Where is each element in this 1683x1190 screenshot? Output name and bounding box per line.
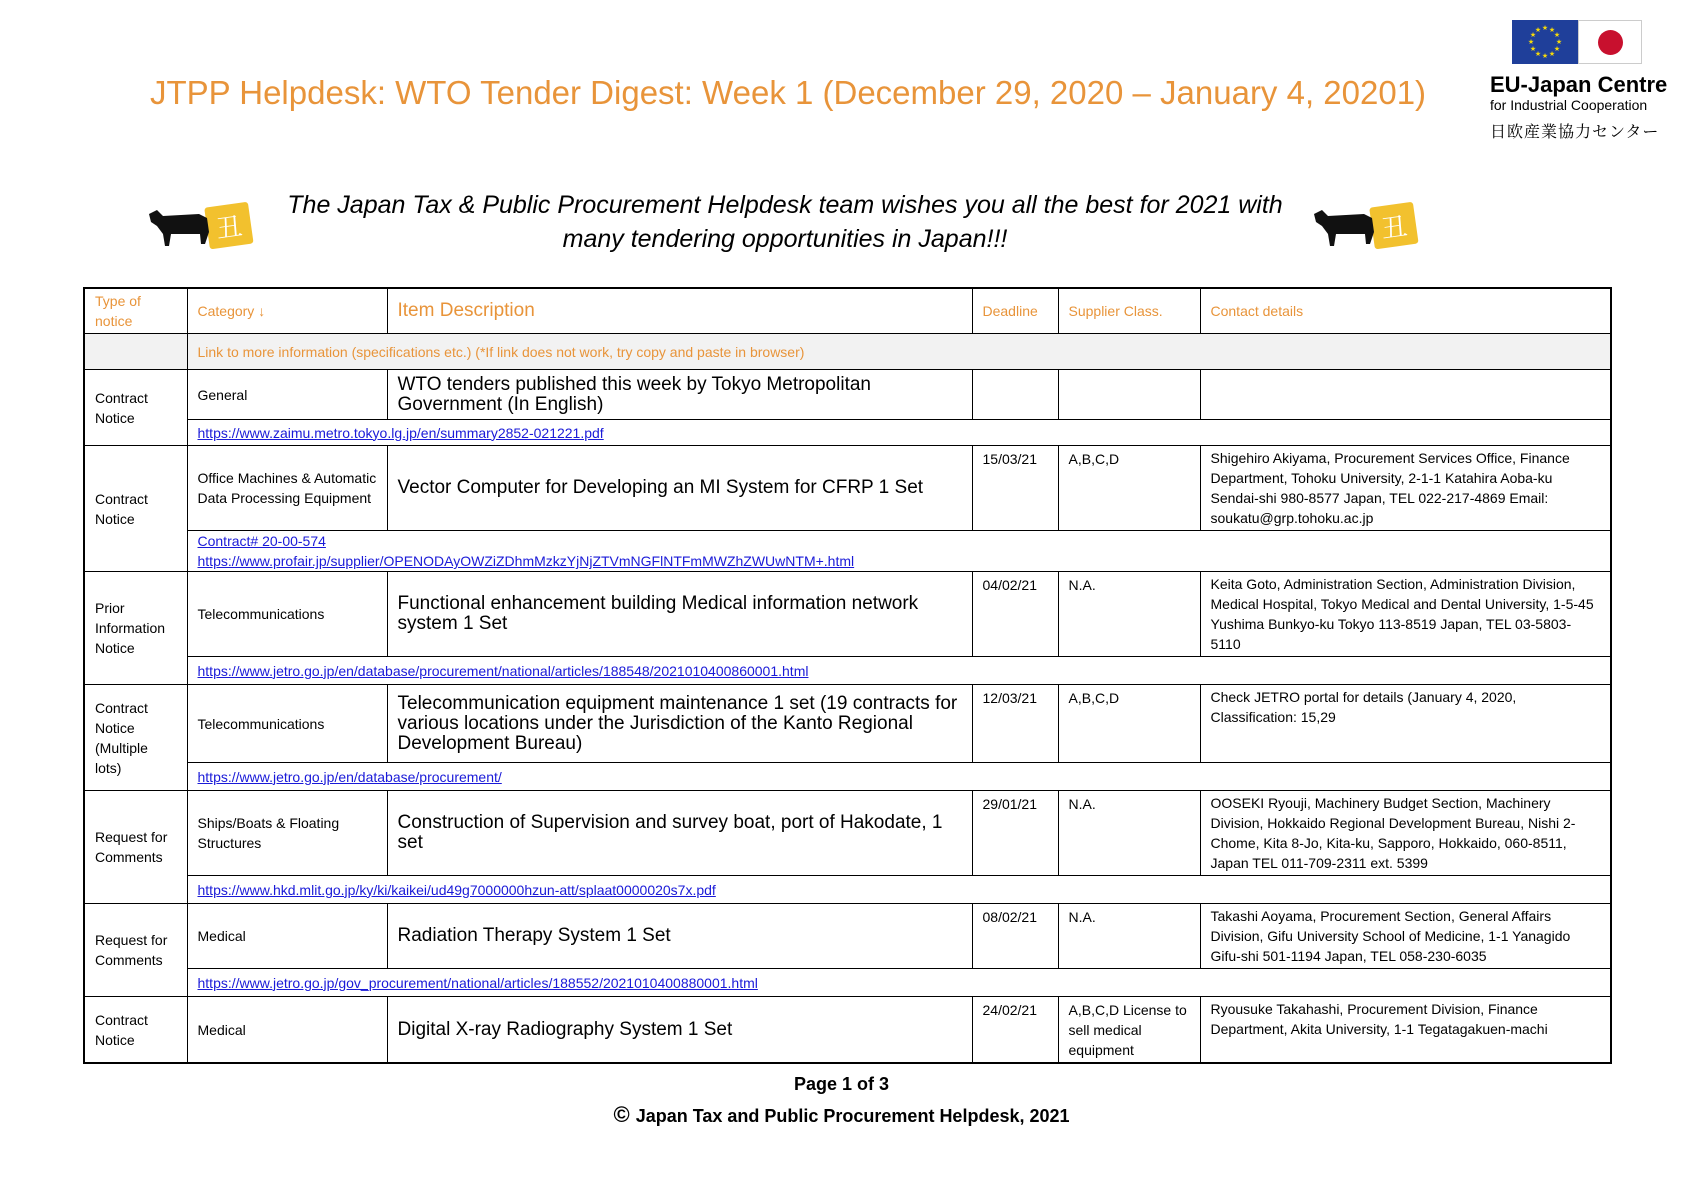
- table-link-row: [84, 763, 1611, 791]
- item-description: Construction of Supervision and survey boat, port of Hakodate, 1 set: [387, 791, 972, 876]
- page-title: JTPP Helpdesk: WTO Tender Digest: Week 1 (December 29, 2020 – January 4, 20201): [150, 74, 1427, 111]
- notice-type: Contract Notice: [84, 370, 187, 446]
- contact-details: Keita Goto, Administration Section, Administration Division, Medical Hospital, Tokyo Medical and Dental University, 1-5-45 Yushima Bunkyo-ku Tokyo 113-8519 Japan, TEL 03-5803-5110: [1200, 572, 1611, 657]
- category: Medical: [187, 904, 387, 969]
- supplier-class: N.A.: [1058, 904, 1200, 969]
- category: Medical: [187, 997, 387, 1064]
- svg-text:★: ★: [1548, 50, 1556, 58]
- supplier-class: N.A.: [1058, 572, 1200, 657]
- contact-details: Takashi Aoyama, Procurement Section, General Affairs Division, Gifu University School of Medicine, 1-1 Yanagido Gifu-shi 501-1194 Japan, TEL 058-230-6035: [1200, 904, 1611, 969]
- table-link-row: [84, 876, 1611, 904]
- svg-text:★: ★: [1553, 31, 1561, 39]
- table-row: [84, 904, 1611, 969]
- header-description: Item Description: [387, 288, 972, 334]
- table-link-row: [84, 420, 1611, 446]
- supplier-class: A,B,C,D License to sell medical equipment: [1058, 997, 1200, 1064]
- logo-subtitle: for Industrial Cooperation: [1490, 97, 1648, 113]
- ox-kanji: 丑: [214, 211, 245, 246]
- deadline: 08/02/21: [972, 904, 1058, 969]
- notice-type: Request for Comments: [84, 791, 187, 904]
- ox-kanji: 丑: [1379, 211, 1410, 246]
- deadline: 15/03/21: [972, 446, 1058, 531]
- ox-year-icon: [1310, 196, 1420, 256]
- tender-link[interactable]: https://www.jetro.go.jp/en/database/procurement/national/articles/188548/2021010400860001.html: [197, 662, 809, 679]
- logo-japanese: 日欧産業協力センター: [1490, 124, 1660, 141]
- contact-details: Ryousuke Takahashi, Procurement Division, Finance Department, Akita University, 1-1 Tegatagakuen-machi: [1200, 997, 1611, 1064]
- header-type: Type of notice: [84, 288, 187, 334]
- table-link-header-row: [84, 334, 1611, 370]
- tender-table: [83, 287, 1612, 1064]
- item-description: Digital X-ray Radiography System 1 Set: [387, 997, 972, 1064]
- tender-link[interactable]: https://www.jetro.go.jp/gov_procurement/national/articles/188552/2021010400880001.html: [197, 974, 758, 991]
- contact-details: Check JETRO portal for details (January 4, 2020, Classification: 15,29: [1200, 685, 1611, 763]
- table-link-row: [84, 969, 1611, 997]
- flags: [1512, 20, 1644, 66]
- contact-details: [1200, 370, 1611, 420]
- svg-text:★: ★: [1555, 38, 1563, 46]
- deadline: 12/03/21: [972, 685, 1058, 763]
- svg-text:★: ★: [1529, 31, 1537, 39]
- category: Telecommunications: [187, 685, 387, 763]
- header-category: Category ↓: [187, 288, 387, 334]
- supplier-class: A,B,C,D: [1058, 446, 1200, 531]
- supplier-class: N.A.: [1058, 791, 1200, 876]
- category: Telecommunications: [187, 572, 387, 657]
- contact-details: Shigehiro Akiyama, Procurement Services Office, Finance Department, Tohoku University, 2-1-1 Katahira Aoba-ku Sendai-shi 980-8577 Japan, TEL 022-217-4869 Email: soukatu@grp.tohoku.ac.jp: [1200, 446, 1611, 531]
- svg-text:★: ★: [1529, 45, 1537, 53]
- notice-type: Contract Notice: [84, 446, 187, 572]
- deadline: 04/02/21: [972, 572, 1058, 657]
- eu-flag-icon: [1512, 20, 1578, 64]
- greeting-line-1: The Japan Tax & Public Procurement Helpdesk team wishes you all the best for 2021 with: [287, 191, 1283, 219]
- table-row: [84, 370, 1611, 420]
- table-row: [84, 572, 1611, 657]
- notice-type: Prior Information Notice: [84, 572, 187, 685]
- header-link-note: Link to more information (specifications etc.) (*If link does not work, try copy and paste in browser): [187, 334, 1611, 370]
- deadline: [972, 370, 1058, 420]
- svg-text:★: ★: [1548, 26, 1556, 34]
- svg-text:★: ★: [1541, 24, 1549, 32]
- table-row: [84, 791, 1611, 876]
- deadline: 29/01/21: [972, 791, 1058, 876]
- svg-text:★: ★: [1553, 45, 1561, 53]
- category: Office Machines & Automatic Data Processing Equipment: [187, 446, 387, 531]
- item-description: Vector Computer for Developing an MI System for CFRP 1 Set: [387, 446, 972, 531]
- copyright-text: Japan Tax and Public Procurement Helpdesk, 2021: [635, 1106, 1070, 1126]
- table-link-row: [84, 657, 1611, 685]
- ox-year-icon: [145, 196, 255, 256]
- contract-number-link[interactable]: Contract# 20-00-574: [197, 533, 326, 549]
- logo-name: EU-Japan Centre: [1490, 72, 1668, 97]
- supplier-class: [1058, 370, 1200, 420]
- sort-arrow-icon: ↓: [258, 303, 266, 319]
- category: General: [187, 370, 387, 420]
- table-header-row: [84, 288, 1611, 334]
- tender-link[interactable]: https://www.jetro.go.jp/en/database/procurement/: [197, 768, 502, 785]
- deadline: 24/02/21: [972, 997, 1058, 1064]
- svg-text:★: ★: [1534, 26, 1542, 34]
- table-row: [84, 997, 1611, 1064]
- header-deadline: Deadline: [972, 288, 1058, 334]
- contact-details: OOSEKI Ryouji, Machinery Budget Section, Machinery Division, Hokkaido Regional Development Bureau, Nishi 2-Chome, Kita 8-Jo, Kita-ku, Sapporo, Hokkaido, 060-8511, Japan TEL 011-709-2311 ext. 5399: [1200, 791, 1611, 876]
- copyright-icon: ©: [613, 1102, 630, 1127]
- category: Ships/Boats & Floating Structures: [187, 791, 387, 876]
- notice-type: Request for Comments: [84, 904, 187, 997]
- tender-link[interactable]: https://www.zaimu.metro.tokyo.lg.jp/en/summary2852-021221.pdf: [197, 424, 604, 441]
- japan-flag-icon: [1578, 20, 1642, 64]
- svg-text:★: ★: [1541, 52, 1549, 60]
- table-link-row: [84, 531, 1611, 572]
- notice-type: Contract Notice (Multiple lots): [84, 685, 187, 791]
- greeting-line-2: many tendering opportunities in Japan!!!: [562, 225, 1008, 253]
- table-row: [84, 446, 1611, 531]
- greeting-message: [260, 188, 1310, 256]
- header-contact: Contact details: [1200, 288, 1611, 334]
- svg-text:★: ★: [1527, 38, 1535, 46]
- item-description: Functional enhancement building Medical information network system 1 Set: [387, 572, 972, 657]
- item-description: Radiation Therapy System 1 Set: [387, 904, 972, 969]
- copyright: [0, 1102, 1683, 1128]
- item-description: Telecommunication equipment maintenance 1 set (19 contracts for various locations under the Jurisdiction of the Kanto Regional Development Bureau): [387, 685, 972, 763]
- notice-type: Contract Notice: [84, 997, 187, 1064]
- svg-text:★: ★: [1534, 50, 1542, 58]
- tender-link[interactable]: https://www.profair.jp/supplier/OPENODAyOWZiZDhmMzkzYjNjZTVmNGFlNTFmMWZhZWUwNTM+.html: [197, 553, 855, 569]
- supplier-class: A,B,C,D: [1058, 685, 1200, 763]
- page-number: Page 1 of 3: [793, 1074, 890, 1094]
- tender-link[interactable]: https://www.hkd.mlit.go.jp/ky/ki/kaikei/ud49g7000000hzun-att/splaat0000020s7x.pdf: [197, 881, 716, 898]
- header-supplier: Supplier Class.: [1058, 288, 1200, 334]
- item-description: WTO tenders published this week by Tokyo Metropolitan Government (In English): [387, 370, 972, 420]
- table-row: [84, 685, 1611, 763]
